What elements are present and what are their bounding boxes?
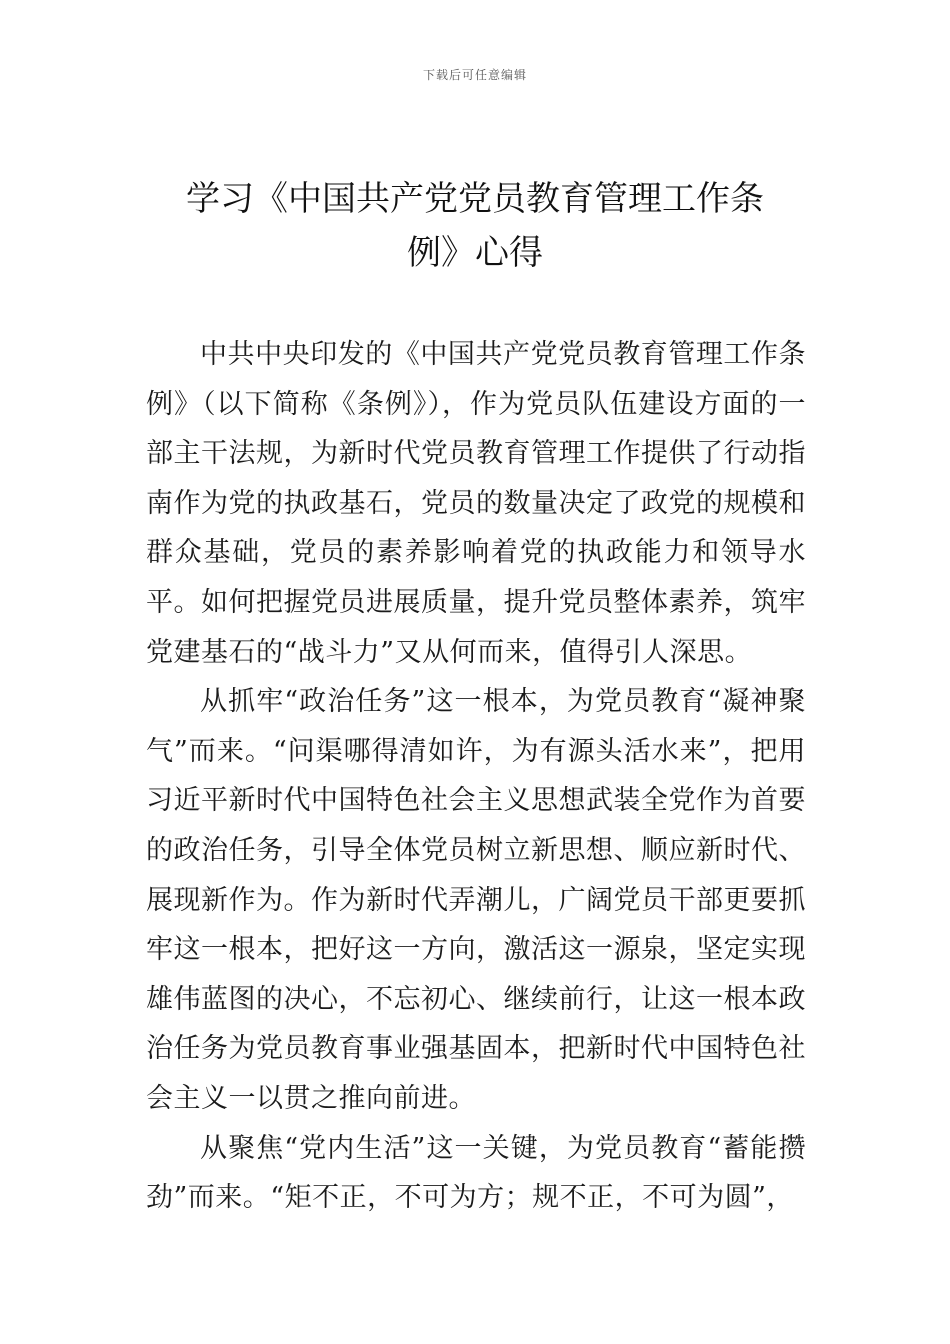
header-note: 下载后可任意编辑	[422, 68, 527, 82]
paragraph: 从聚焦“党内生活”这一关键，为党员教育“蓄能攒劲”而来。“矩不正，不可为方；规不正，不可为圆”，	[146, 1132, 806, 1214]
title-line-1: 学习《中国共产党党员教育管理工作条	[186, 179, 764, 219]
paragraph: 从抓牢“政治任务”这一根本，为党员教育“凝神聚气”而来。“问渠哪得清如许，为有源头活水来”，把用习近平新时代中国特色社会主义思想武装全党作为首要的政治任务，引导全体党员树立新思想、顺应新时代、展现新作为。作为新时代弄潮儿，广阔党员干部更要抓牢这一根本，把好这一方向，激活这一源泉，坚定实现雄伟蓝图的决心，不忘初心、继续前行，让这一根本政治任务为党员教育事业强基固本，把新时代中国特色社会主义一以贯之推向前进。	[146, 686, 806, 1114]
document-title	[150, 172, 800, 280]
title-line-2: 例》心得	[407, 233, 543, 273]
paragraph: 中共中央印发的《中国共产党党员教育管理工作条例》（以下简称《条例》），作为党员队伍建设方面的一部主干法规，为新时代党员教育管理工作提供了行动指南作为党的执政基石，党员的数量决定了政党的规模和群众基础，党员的素养影响着党的执政能力和领导水平。如何把握党员进展质量，提升党员整体素养，筑牢党建基石的“战斗力”又从何而来，值得引人深思。	[146, 339, 806, 668]
document-body	[146, 330, 806, 1223]
